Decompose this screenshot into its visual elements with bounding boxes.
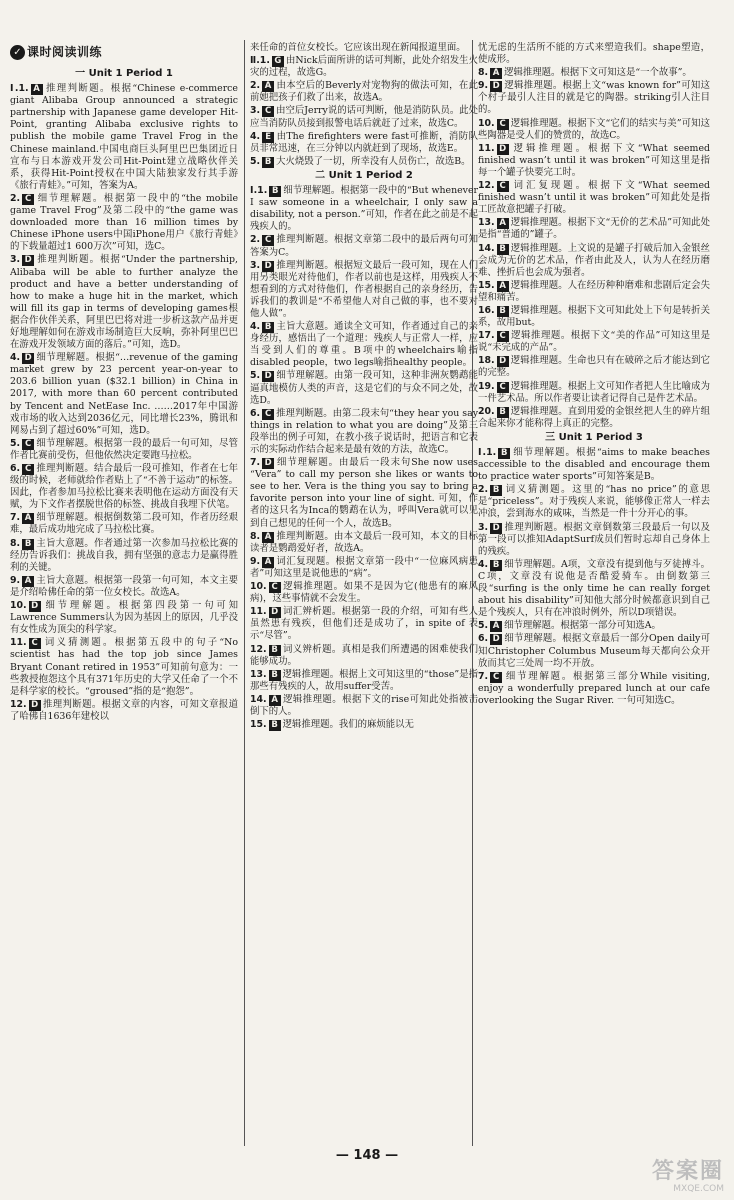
explanation-text: 细节理解题。根据第一段中的“the mobile game Travel Frog”及第二段中的“the game was downloaded more than 16 million times by Chinese iPhone users中国iPhone用户《旅行青蛙》的下载量超过1 600万次”可知，选C。 xyxy=(10,192,238,253)
explanation-text: 大火烧毁了一切，所幸没有人员伤亡，故选B。 xyxy=(276,155,471,167)
explanation-text: 推理判断题。根据文章倒数第三段最后一句以及第一段可以推知AdaptSurf成员们暂时忘却自己身体上的残疾。 xyxy=(478,521,710,557)
answer-letter-badge: A xyxy=(490,68,502,79)
explanation-text: 逻辑推理题。根据上文“was known for”可知这个村子最引人注目的就是它的陶器。striking引人注目的。 xyxy=(478,80,710,116)
question-number: 5. xyxy=(478,620,489,632)
answer-letter-badge: A xyxy=(262,557,274,568)
answer-letter-badge: B xyxy=(490,560,502,571)
unit-heading: 三 Unit 1 Period 3 xyxy=(545,431,643,443)
question-number: Ⅰ.1. xyxy=(10,83,29,95)
question-number: 4. xyxy=(10,352,21,364)
answer-item xyxy=(250,556,478,580)
explanation-text: 逻辑推理题。根据上文可知作者把人生比喻成为一件艺术品。所以作者要让读者记得自己是件艺术品。 xyxy=(478,380,710,404)
answer-item xyxy=(250,234,478,258)
answer-letter-badge: B xyxy=(498,448,510,459)
answer-letter-badge: D xyxy=(497,144,509,155)
explanation-text: 细节理解题。根据倒数第二段可知，作者历经艰难，最后成功地完成了马拉松比赛。 xyxy=(10,512,238,536)
answer-item xyxy=(478,633,710,669)
answer-item xyxy=(250,105,478,129)
answer-letter-badge: A xyxy=(262,81,274,92)
answer-letter-badge: B xyxy=(497,244,509,255)
explanation-text: 逻辑推理题。如果不是因为它(他患有的麻风病)，这些事情就不会发生。 xyxy=(250,581,478,605)
question-number: 5. xyxy=(250,370,261,382)
explanation-text: 词汇辨析题。根据第一段的介绍，可知有些人虽然患有残疾，但他们还是成功了，in spite of 表示“尽管”。 xyxy=(250,606,478,642)
page-number: — 148 — xyxy=(335,1148,399,1163)
answer-item xyxy=(250,370,478,406)
answer-letter-badge: B xyxy=(262,157,274,168)
answer-letter-badge: C xyxy=(497,181,509,192)
question-number: 7. xyxy=(250,457,261,469)
question-number: 15. xyxy=(478,279,495,291)
explanation-text: 推理判断题。结合最后一段可推知，作者在七年级的时候，老师就给作者贴上了“不善于运动”的标签。因此，作者参加马拉松比赛来表明他在运动方面没有天赋，为下文作者摆脱世俗的标签、挑战自我埋下伏笔。 xyxy=(10,463,238,511)
explanation-text: 细节理解题。A项，文章没有提到他与歹徒搏斗。C项，文章没有说他是否酷爱骑车。由倒数第三段“surfing is the only time he can really forget about his disability”可知他大部分时候都意识到自己是个残疾人，只有在冲浪时例外，所以D项错误。 xyxy=(478,558,710,619)
answer-letter-badge: A xyxy=(497,218,509,229)
explanation-text: 由The firefighters were fast可推断，消防队员非常迅速，在三分钟以内就赶到了现场，故选E。 xyxy=(250,130,478,154)
answer-item xyxy=(478,143,710,179)
answer-item xyxy=(250,644,478,668)
answer-letter-badge: A xyxy=(497,281,509,292)
answer-item xyxy=(250,55,478,79)
question-number: Ⅱ.1. xyxy=(250,55,270,67)
question-number: 3. xyxy=(250,105,261,117)
question-number: 9. xyxy=(478,80,489,92)
explanation-text: 细节理解题。由第一段可知，这种非洲灰鹦鹉能逼真地模仿人类的声音，这是它们的与众不同之处，故选D。 xyxy=(250,370,478,406)
unit-heading: 二 Unit 1 Period 2 xyxy=(315,169,413,181)
question-number: 6. xyxy=(250,407,261,419)
answer-letter-badge: D xyxy=(22,353,34,364)
answer-letter-badge: D xyxy=(490,634,502,645)
question-number: 6. xyxy=(478,633,489,645)
answer-item xyxy=(250,80,478,104)
question-number: 2. xyxy=(250,234,261,246)
answer-item xyxy=(250,185,478,233)
answer-item xyxy=(250,669,478,693)
answer-item xyxy=(250,260,478,320)
answer-item xyxy=(250,531,478,555)
watermark-text: 答案圈 xyxy=(651,1159,724,1184)
question-number: 4. xyxy=(250,130,261,142)
explanation-text: 逻辑推理题。上文说的是罐子打破后加入金银丝会成为无价的艺术品，作者由此及人，认为人在经历磨难、挫折后也会成为强者。 xyxy=(478,242,710,278)
answer-item xyxy=(478,447,710,483)
column-middle xyxy=(250,42,478,1142)
unit-heading: 一 Unit 1 Period 1 xyxy=(75,68,173,79)
answer-letter-badge: B xyxy=(490,485,502,496)
answer-letter-badge: A xyxy=(262,532,274,543)
answer-item xyxy=(10,538,238,574)
explanation-text: 细节理解题。根据第四段第一句可知Lawrence Summers认为因为基因上的原因，几乎没有女性成为顶尖的科学家。 xyxy=(10,600,238,636)
answer-item xyxy=(478,118,710,142)
explanation-text: 主旨大意题。根据第一段第一句可知，本文主要是介绍哈佛任命的第一位女校长。故选A。 xyxy=(10,574,238,598)
answer-item xyxy=(10,193,238,253)
answer-letter-badge: B xyxy=(269,720,281,731)
question-number: 20. xyxy=(478,405,495,417)
answer-letter-badge: D xyxy=(490,81,502,92)
explanation-text: 词义辨析题。真相是我们所遭遇的困难使我们能够成功。 xyxy=(250,643,478,667)
answer-item xyxy=(10,575,238,599)
answer-letter-badge: B xyxy=(269,186,281,197)
question-number: 9. xyxy=(10,574,21,586)
question-number: 2. xyxy=(478,484,489,496)
answer-item xyxy=(250,581,478,605)
answer-item xyxy=(478,305,710,329)
answer-item xyxy=(10,600,238,636)
explanation-text: 逻辑推理题。根据下文“无价的艺术品”可知此处是指“普通的”罐子。 xyxy=(478,217,710,241)
question-number: 2. xyxy=(10,192,21,204)
answer-letter-badge: C xyxy=(497,119,509,130)
question-number: 7. xyxy=(478,670,489,682)
answer-letter-badge: A xyxy=(490,621,502,632)
explanation-text: 逻辑推理题。根据下文可知这是“一个故事”。 xyxy=(504,67,692,79)
explanation-text: 逻辑推理题。根据下文的rise可知此处指被击倒下的人。 xyxy=(250,693,478,717)
question-number: 17. xyxy=(478,330,495,342)
answer-item xyxy=(250,156,478,168)
explanation-text: 词汇复现题。根据文章第一段中“一位麻风病患者”可知这里是说他患的“病”。 xyxy=(250,555,478,579)
answer-letter-badge: C xyxy=(490,672,502,683)
answer-letter-badge: D xyxy=(262,371,274,382)
explanation-text: 推理判断题。根据短文最后一段可知，现在人们用另类眼光对待他们，作者以前也是这样，用残疾人不想看到的方式对待他们，作者根据自己的亲身经历，告诉我们的教训是“不希望他人对自己做的事，也不要对他人做”。 xyxy=(250,259,478,319)
explanation-text: 推理判断题。根据“Under the partnership, Alibaba will be able to further analyze the product and have a better understanding of how to make a huge hit in the market, which will fill its gap in terms of developing games根据合作伙伴关系，阿里巴巴将对进一步析这款产品并更好地理解如何在游戏市场制造巨大反响，弥补阿里巴巴在游戏开发领域方面的落后。”可知，选D。 xyxy=(10,254,238,351)
question-number: 15. xyxy=(250,719,267,731)
section-header xyxy=(10,43,102,61)
answer-letter-badge: B xyxy=(269,645,281,656)
question-number: 11. xyxy=(478,142,495,154)
explanation-text: 词汇复现题。根据下文“What seemed finished wasn’t until it was broken”可知此处是指工匠故意把罐子打破。 xyxy=(478,180,710,216)
explanation-text: 推理判断题。根据文章的内容，可知文章报道了哈佛自1636年建校以 xyxy=(10,698,238,722)
answer-item xyxy=(10,438,238,462)
answer-item xyxy=(478,522,710,558)
section-title: 课时阅读训练 xyxy=(27,44,103,59)
question-number: 12. xyxy=(10,698,27,710)
answer-letter-badge: A xyxy=(22,576,34,587)
answer-letter-badge: C xyxy=(22,439,34,450)
answer-letter-badge: C xyxy=(262,235,274,246)
question-number: 8. xyxy=(250,530,261,542)
question-number: 3. xyxy=(250,259,261,271)
explanation-text: 细节理解题。由最后一段末句She now uses “Vera” to call my person she likes or wants to see to her. Vera is the thing you say to bring a favorite person into your line of sight. 可知，作者的这只名为Inca的鹦鹉在认为，呼叫Vera就可以见到自己想见的任何一个人，故选B。 xyxy=(250,457,478,529)
answer-item xyxy=(10,352,238,437)
question-number: 13. xyxy=(250,668,267,680)
answer-letter-badge: B xyxy=(497,407,509,418)
explanation-text: 逻辑推理题。根据下文可知此处上下句是转折关系，故用but。 xyxy=(478,304,710,329)
answer-item xyxy=(478,80,710,116)
answer-item xyxy=(478,381,710,405)
answer-letter-badge: C xyxy=(22,194,34,205)
explanation-text: 推理判断题。由本文最后一段可知，本文的目标读者是鹦鹉爱好者，故选A。 xyxy=(250,530,478,554)
answer-letter-badge: C xyxy=(497,331,509,342)
answer-item xyxy=(250,408,478,456)
question-number: 3. xyxy=(478,521,489,533)
answer-item xyxy=(478,559,710,619)
answer-letter-badge: B xyxy=(269,670,281,681)
explanation-text: 词义猜测题。这里的“has no price”的意思是“priceless”。对于残疾人来说，能够像正常人一样去冲浪，尝到海水的咸味，当然是一件十分开心的事。 xyxy=(478,484,710,520)
question-number: 18. xyxy=(478,355,495,367)
answer-letter-badge: D xyxy=(29,601,41,612)
question-number: 19. xyxy=(478,380,495,392)
continued-text: 来任命的首位女校长。它应该出现在新闻报道里面。 xyxy=(250,42,466,53)
explanation-text: 由本空后的Beverly对宠物狗的做法可知，在此前她把孩子们救了出来，故选A。 xyxy=(250,80,478,104)
answer-item xyxy=(250,694,478,718)
column-right xyxy=(478,42,710,1142)
question-number: 13. xyxy=(478,217,495,229)
answer-letter-badge: D xyxy=(29,700,41,711)
answer-letter-badge: C xyxy=(22,464,34,475)
answer-item xyxy=(478,406,710,430)
question-number: 4. xyxy=(250,321,261,333)
answer-item xyxy=(478,484,710,520)
answer-item xyxy=(478,671,710,707)
explanation-text: 细节理解题。根据第一段中的“But whenever I saw someone in a wheelchair, I only saw a disability, not a person.”可知，作者在此之前是不起残疾人的。 xyxy=(250,185,478,233)
answer-letter-badge: A xyxy=(22,513,34,524)
answer-item xyxy=(250,131,478,155)
answer-letter-badge: D xyxy=(22,255,34,266)
explanation-text: 细节理解题。根据文章最后一部分Open daily可知Christopher Columbus Museum每天都向公众开放而其它三处周一均不开放。 xyxy=(478,633,710,669)
explanation-text: 逻辑推理题。根据下文“它们的结实与美”可知这些陶器是受人们的赞赏的，故选C。 xyxy=(478,117,710,141)
answer-letter-badge: D xyxy=(490,523,502,534)
question-number: Ⅰ.1. xyxy=(250,185,268,197)
answer-item xyxy=(250,457,478,530)
question-number: 8. xyxy=(10,537,21,549)
explanation-text: 词义猜测题。根据第五段中的句子“No scientist has had the top job since James Bryant Conant retired in 1953”可知前句意为：一些教授抱怨这个具有371年历史的大学又任命了一个不是科学家的校长。“groused”指的是“抱怨”。 xyxy=(10,637,238,697)
question-number: 14. xyxy=(478,242,495,254)
explanation-text: 由空后Jerry说的话可判断，他是消防队员。此处应当消防队员接到报警电话后就赶了过来，故选C。 xyxy=(250,105,478,129)
question-number: 12. xyxy=(250,643,267,655)
answer-letter-badge: C xyxy=(262,106,274,117)
explanation-text: 逻辑推理题。直到用爱的金银丝把人生的碎片组合起来你才能称得上真正的完整。 xyxy=(478,405,710,429)
question-number: 8. xyxy=(478,67,489,79)
answer-item xyxy=(10,463,238,511)
question-number: 11. xyxy=(250,606,267,618)
explanation-text: 逻辑推理题。生命也只有在破碎之后才能达到它的完整。 xyxy=(478,355,710,379)
answer-item xyxy=(10,512,238,536)
answer-item xyxy=(10,637,238,697)
explanation-text: 由Nick后面所讲的话可判断，此处介绍发生火灾的过程，故选G。 xyxy=(250,55,478,79)
question-number: Ⅰ.1. xyxy=(478,447,497,458)
answer-item xyxy=(250,321,478,369)
continued-text: 忧无虑的生活所不能的方式来塑造我们。shape塑造，使成形。 xyxy=(478,42,710,66)
explanation-text: 主旨大意题。作者通过第一次参加马拉松比赛的经历告诉我们：挑战自我，拥有坚强的意志力是赢得胜利的关键。 xyxy=(10,537,238,573)
explanation-text: 推理判断题。根据文章第二段中的最后两句可知答案为C。 xyxy=(250,234,478,258)
explanation-text: 细节理解题。根据第三部分While visiting, enjoy a wonderfully prepared lunch at our cafe overlooking the Sugar River. 一句可知选C。 xyxy=(478,670,710,706)
question-number: 16. xyxy=(478,304,495,316)
answer-item xyxy=(478,330,710,354)
answer-item xyxy=(478,180,710,216)
column-left xyxy=(10,66,238,1142)
answer-letter-badge: D xyxy=(262,458,274,469)
answer-letter-badge: G xyxy=(272,56,284,67)
answer-letter-badge: A xyxy=(269,695,281,706)
question-number: 7. xyxy=(10,512,21,524)
check-circle-icon: ✓ xyxy=(10,45,25,60)
question-number: 5. xyxy=(250,155,261,167)
question-number: 10. xyxy=(478,117,495,129)
answer-letter-badge: C xyxy=(497,382,509,393)
explanation-text: 细节理解题。根据“…revenue of the gaming market grew by 23 percent year-on-year to 203.6 billion yuan ($32.1 billion) in China in 2017, with more than 60 percent contributed by Tencent and NetEase Inc. ……2017年中国游戏市场的收入达到2036亿元，同比增长23%，腾讯和网易占到了超过60%”可知，选D。 xyxy=(10,352,238,436)
question-number: 10. xyxy=(250,581,267,593)
answer-letter-badge: E xyxy=(262,132,274,143)
question-number: 6. xyxy=(10,463,21,474)
answer-item xyxy=(250,606,478,642)
question-number: 5. xyxy=(10,437,21,449)
answer-item xyxy=(10,83,238,192)
explanation-text: 细节理解题。根据第一段的最后一句可知，尽管作者比赛前受伤，但他依然决定要跑马拉松。 xyxy=(10,437,238,461)
question-number: 2. xyxy=(250,80,261,92)
answer-letter-badge: B xyxy=(262,322,274,333)
watermark-logo xyxy=(604,1160,724,1196)
answer-letter-badge: D xyxy=(497,356,509,367)
explanation-text: 逻辑推理题。根据上文可知这里的“those”是指那些有残疾的人，故用suffer受苦。 xyxy=(250,668,478,692)
explanation-text: 细节理解题。根据“aims to make beaches accessible to the disabled and encourage them to practice water sports”可知答案是B。 xyxy=(478,447,710,483)
answer-item xyxy=(10,699,238,723)
explanation-text: 细节理解题。根据第一部分可知选A。 xyxy=(504,620,661,632)
explanation-text: 推理判断题。根据“Chinese e-commerce giant Alibaba Group announced a strategic partnership with Japanese game developer Hit-Point, granting Alibaba exclusive rights to publish the mobile game Travel Frog in the Chinese mainland.中国电商巨头阿里巴巴集团近日宣布与日本游戏开发公司Hit-Point建立战略伙伴关系，获得Hit-Point授权在中国大陆独家发行其手游《旅行青蛙》。”可知，答案为A。 xyxy=(10,83,238,191)
answer-letter-badge: C xyxy=(269,582,281,593)
explanation-text: 逻辑推理题。根据下文“美的作品”可知这里是说“未完成的产品”。 xyxy=(478,330,710,354)
explanation-text: 主旨大意题。通读全文可知，作者通过自己的亲身经历，感悟出了一个道理：残疾人与正常人一样，应当受到人们的尊重。B项中的wheelchairs喻指disabled people，two legs喻指healthy people。 xyxy=(250,321,478,369)
answer-item xyxy=(478,280,710,304)
answer-item xyxy=(478,217,710,241)
question-number: 12. xyxy=(478,180,495,192)
question-number: 10. xyxy=(10,600,27,612)
question-number: 11. xyxy=(10,637,27,649)
answer-item xyxy=(250,719,478,731)
answer-item xyxy=(10,254,238,351)
answer-item xyxy=(478,355,710,379)
answer-item xyxy=(478,67,710,79)
answer-item xyxy=(478,243,710,279)
explanation-text: 逻辑推理题。根据下文“What seemed finished wasn’t until it was broken”可知这里是指每一个罐子快要完工时。 xyxy=(478,142,710,178)
answer-letter-badge: C xyxy=(262,409,274,420)
answer-letter-badge: C xyxy=(29,638,41,649)
column-divider xyxy=(244,40,245,1146)
answer-letter-badge: D xyxy=(262,261,274,272)
watermark-url: MXQE.COM xyxy=(673,1184,724,1194)
answer-letter-badge: D xyxy=(269,607,281,618)
explanation-text: 推理判断题。由第二段末句“they hear you say things in relation to what you are doing”及第三段举出的例子可知，在教小孩子说话时，把语言和它表示的实际动作结合起来是最有效的方法，故选C。 xyxy=(250,407,478,455)
explanation-text: 逻辑推理题。我们的麻烦能以无 xyxy=(282,719,414,731)
question-number: 14. xyxy=(250,693,267,705)
answer-letter-badge: B xyxy=(497,306,509,317)
answer-letter-badge: A xyxy=(31,84,43,95)
explanation-text: 逻辑推理题。人在经历种种磨难和悲剧后定会失望和痛苦。 xyxy=(478,279,710,303)
answer-letter-badge: B xyxy=(22,539,34,550)
question-number: 4. xyxy=(478,558,489,570)
answer-item xyxy=(478,620,710,632)
question-number: 3. xyxy=(10,254,21,266)
question-number: 9. xyxy=(250,555,261,567)
